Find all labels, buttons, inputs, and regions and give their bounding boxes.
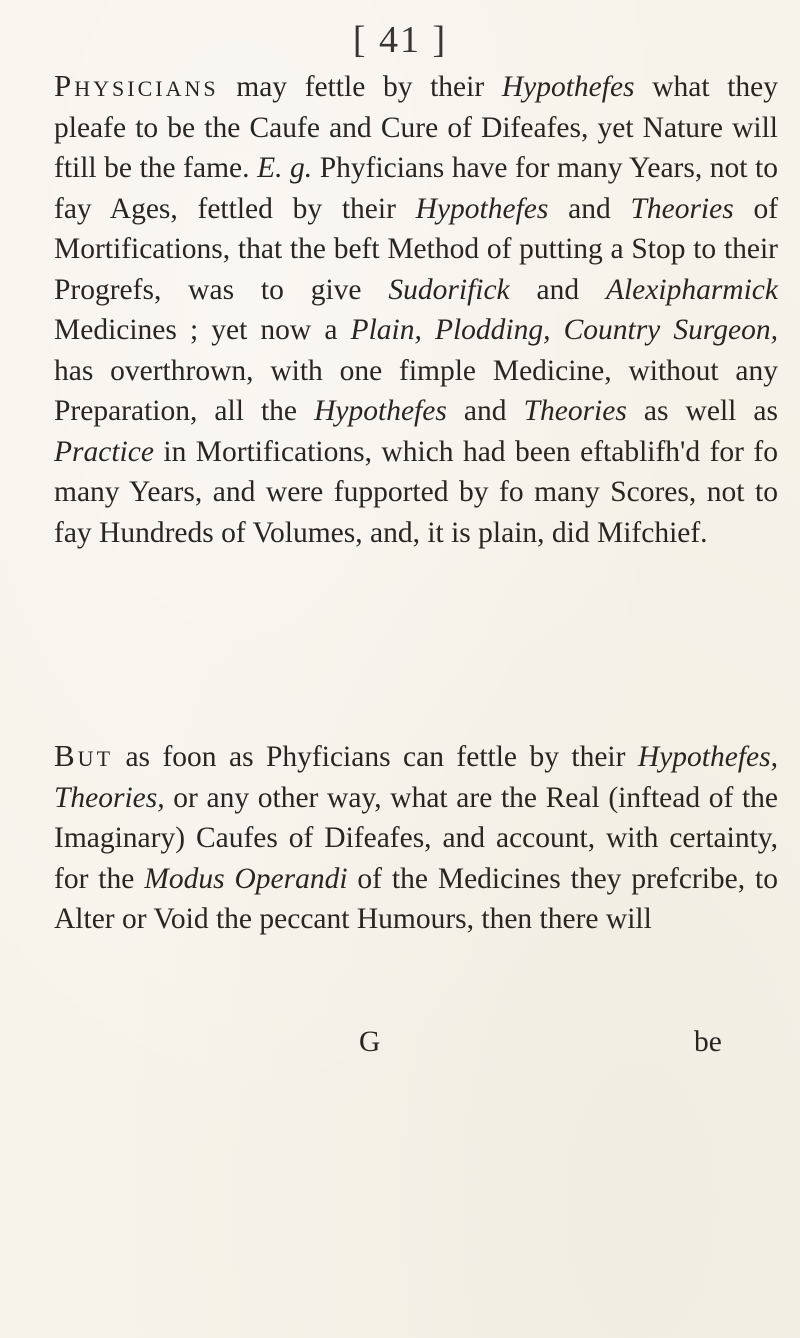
italic-run: Plain, Plodding, Country Surgeon, — [350, 314, 778, 346]
text-run: and — [446, 395, 524, 427]
paragraph-1-lead: Physicians — [54, 68, 219, 103]
text-run: of Mortifications, that the beft Method of putting a Stop to their Progrefs, was to give — [54, 192, 779, 306]
paragraph-1 — [54, 66, 778, 553]
text-run: and — [548, 192, 631, 225]
catchword: be — [694, 1026, 722, 1058]
text-run: Phyficians have for many Years, not to fay Ages, fettled by their — [54, 152, 778, 225]
text-run: has overthrown, with one fimple Medicine, without any Preparation, all the — [54, 354, 778, 427]
text-run: in Mortifications, which had been eftablifh'd for fo many Years, and were fupported by fo many Scores, not to fay Hundreds of Volumes, and, it is plain, did Mifchief. — [54, 435, 778, 549]
italic-run: Hypothefes — [314, 395, 447, 427]
text-run: as foon as Phyficians can fettle by their — [113, 741, 638, 773]
italic-run: E. g. — [257, 152, 313, 184]
italic-run: Modus Operandi — [144, 862, 348, 895]
paragraph-2-lead: But — [54, 738, 114, 773]
text-run: of the Medicines they prefcribe, to Alter or Void the peccant Humours, then there will — [54, 862, 778, 935]
italic-run: Sudorifick — [388, 273, 510, 306]
italic-run: Hypothefes, Theories, — [54, 741, 778, 814]
text-run: may fettle by their — [218, 71, 502, 103]
italic-run: Hypothefes — [415, 192, 549, 225]
italic-run: Practice — [54, 435, 154, 468]
italic-run: Theories — [630, 192, 734, 225]
italic-run: Theories — [523, 395, 627, 427]
italic-run: Hypothefes — [501, 71, 635, 103]
text-run: as well as — [626, 395, 778, 427]
paragraph-2 — [54, 736, 778, 940]
text-run: what they pleafe to be the Caufe and Cure of Difeafes, yet Nature will ftill be the fame. — [54, 71, 778, 184]
signature-mark: G — [359, 1026, 381, 1058]
text-run: or any other way, what are the Real (inftead of the Imaginary) Caufes of Difeafes, and account, with certainty, for the — [54, 781, 778, 895]
text-run: and — [509, 273, 606, 306]
italic-run: Alexipharmick — [605, 273, 778, 306]
text-run: Medicines ; yet now a — [54, 314, 351, 346]
page-number: [ 41 ] — [352, 19, 448, 61]
